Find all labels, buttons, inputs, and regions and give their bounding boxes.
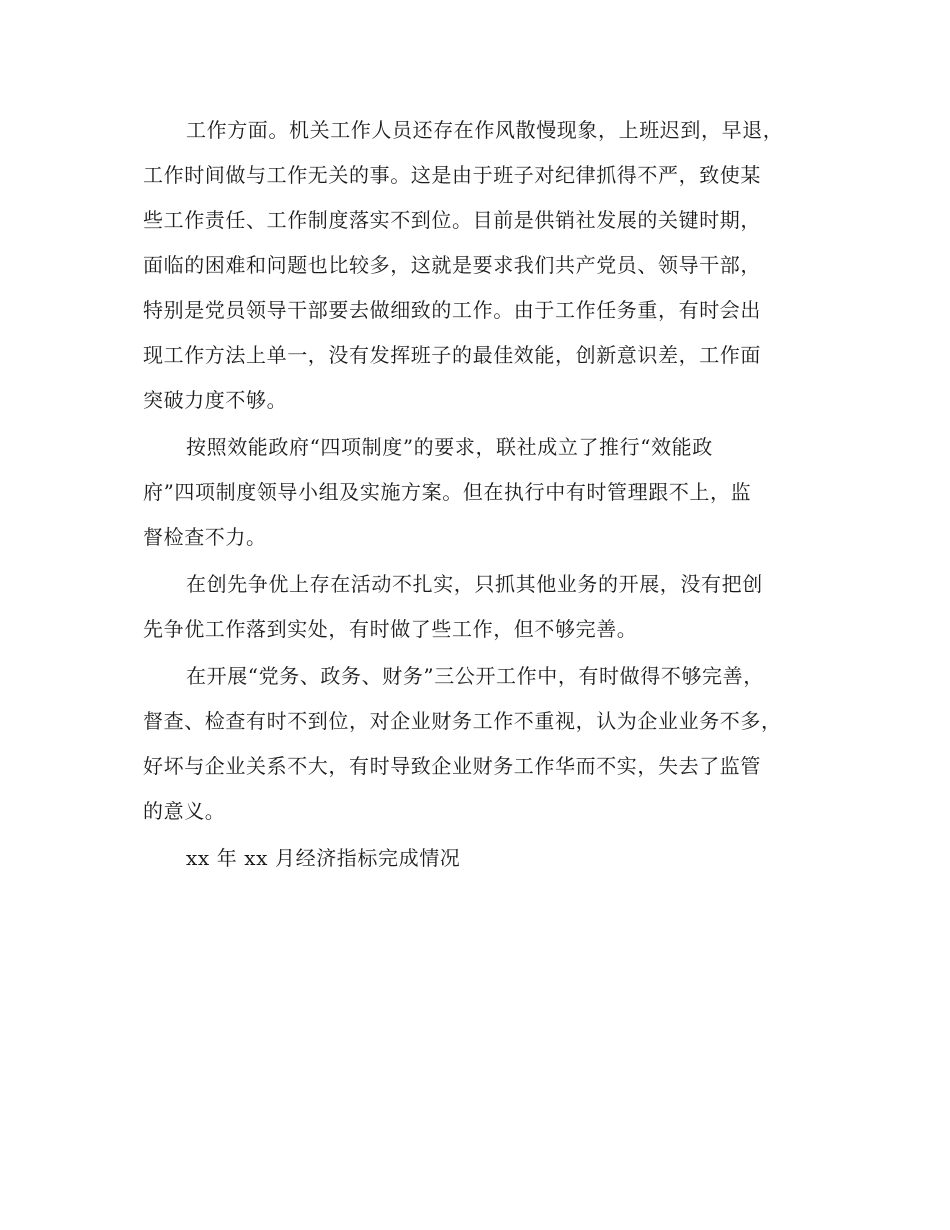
paragraph-line: 的意义。 <box>143 799 226 823</box>
paragraph-line: 先争优工作落到实处，有时做了些工作，但不够完善。 <box>143 617 638 641</box>
paragraph-three-openness <box>143 654 823 834</box>
paragraph-line: 好坏与企业关系不大，有时导致企业财务工作华而不实，失去了监管 <box>143 754 761 778</box>
section-heading-economic-indicators <box>143 836 823 881</box>
paragraph-line: 面临的困难和问题也比较多，这就是要求我们共产党员、领导干部， <box>143 253 761 277</box>
paragraph-line: 些工作责任、工作制度落实不到位。目前是供销社发展的关键时期， <box>143 208 761 232</box>
paragraph-line: 在创先争优上存在活动不扎实，只抓其他业务的开展，没有把创 <box>186 572 763 596</box>
document-body <box>143 108 823 883</box>
paragraph-line: 现工作方法上单一，没有发挥班子的最佳效能，创新意识差，工作面 <box>143 343 761 367</box>
paragraph-line: 特别是党员领导干部要去做细致的工作。由于工作任务重，有时会出 <box>143 298 761 322</box>
paragraph-line: 按照效能政府“四项制度”的要求，联社成立了推行“效能政 <box>186 435 713 459</box>
paragraph-line: 工作方面。机关工作人员还存在作风散慢现象，上班迟到，早退， <box>186 118 784 142</box>
paragraph-work-aspect <box>143 108 823 423</box>
paragraph-line: 督检查不力。 <box>143 525 267 549</box>
paragraph-excellence-activity <box>143 562 823 652</box>
section-heading: xx 年 xx 月经济指标完成情况 <box>186 846 461 870</box>
paragraph-line: 府”四项制度领导小组及实施方案。但在执行中有时管理跟不上，监 <box>143 480 752 504</box>
paragraph-line: 督查、检查有时不到位，对企业财务工作不重视，认为企业业务不多， <box>143 709 782 733</box>
paragraph-line: 工作时间做与工作无关的事。这是由于班子对纪律抓得不严，致使某 <box>143 163 761 187</box>
paragraph-efficiency-government <box>143 425 823 560</box>
paragraph-line: 在开展“党务、政务、财务”三公开工作中，有时做得不够完善， <box>186 664 764 688</box>
paragraph-line: 突破力度不够。 <box>143 388 288 412</box>
